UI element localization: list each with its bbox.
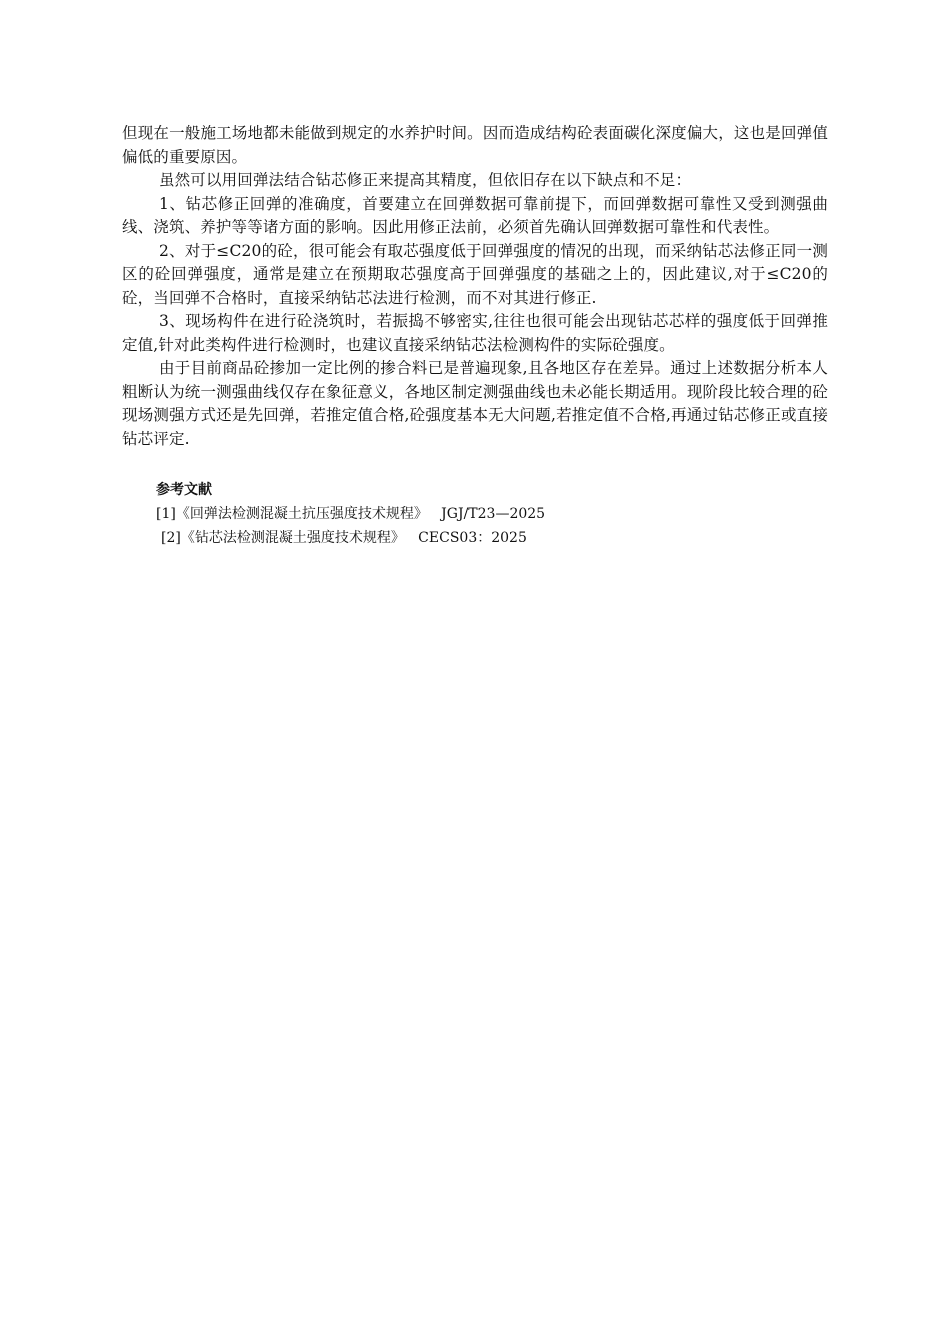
body-paragraph-6: 由于目前商品砼掺加一定比例的掺合料已是普遍现象,且各地区存在差异。通过上述数据分析本人粗断认为统一测强曲线仅存在象征意义，各地区制定测强曲线也未必能长期适用。现阶段比较合理的砼现场测强方式还是先回弹，若推定值合格,砼强度基本无大问题,若推定值不合格,再通过钻芯修正或直接钻芯评定. xyxy=(122,359,828,448)
reference-item-1: [1]《回弹法检测混凝土抗压强度技术规程》 JGJ/T23—2025 xyxy=(156,506,546,522)
references-heading: 参考文献 xyxy=(156,482,212,498)
reference-item-2: [2]《钻芯法检测混凝土强度技术规程》 CECS03：2025 xyxy=(161,530,527,546)
body-paragraph-4: 2、对于≤C20的砼，很可能会有取芯强度低于回弹强度的情况的出现，而采纳钻芯法修正同一测区的砼回弹强度，通常是建立在预期取芯强度高于回弹强度的基础之上的，因此建议,对于≤C20的砼，当回弹不合格时，直接采纳钻芯法进行检测，而不对其进行修正. xyxy=(122,241,828,307)
body-paragraph-5: 3、现场构件在进行砼浇筑时，若振捣不够密实,往往也很可能会出现钻芯芯样的强度低于回弹推定值,针对此类构件进行检测时，也建议直接采纳钻芯法检测构件的实际砼强度。 xyxy=(122,312,828,354)
body-paragraph-2: 虽然可以用回弹法结合钻芯修正来提高其精度，但依旧存在以下缺点和不足： xyxy=(159,171,692,189)
document-page xyxy=(122,122,828,550)
references-section xyxy=(122,478,828,550)
body-paragraph-1: 但现在一般施工场地都未能做到规定的水养护时间。因而造成结构砼表面碳化深度偏大，这也是回弹值偏低的重要原因。 xyxy=(122,124,828,166)
body-paragraph-3: 1、钻芯修正回弹的准确度，首要建立在回弹数据可靠前提下，而回弹数据可靠性又受到测强曲线、浇筑、养护等等诸方面的影响。因此用修正法前，必须首先确认回弹数据可靠性和代表性。 xyxy=(122,194,828,236)
